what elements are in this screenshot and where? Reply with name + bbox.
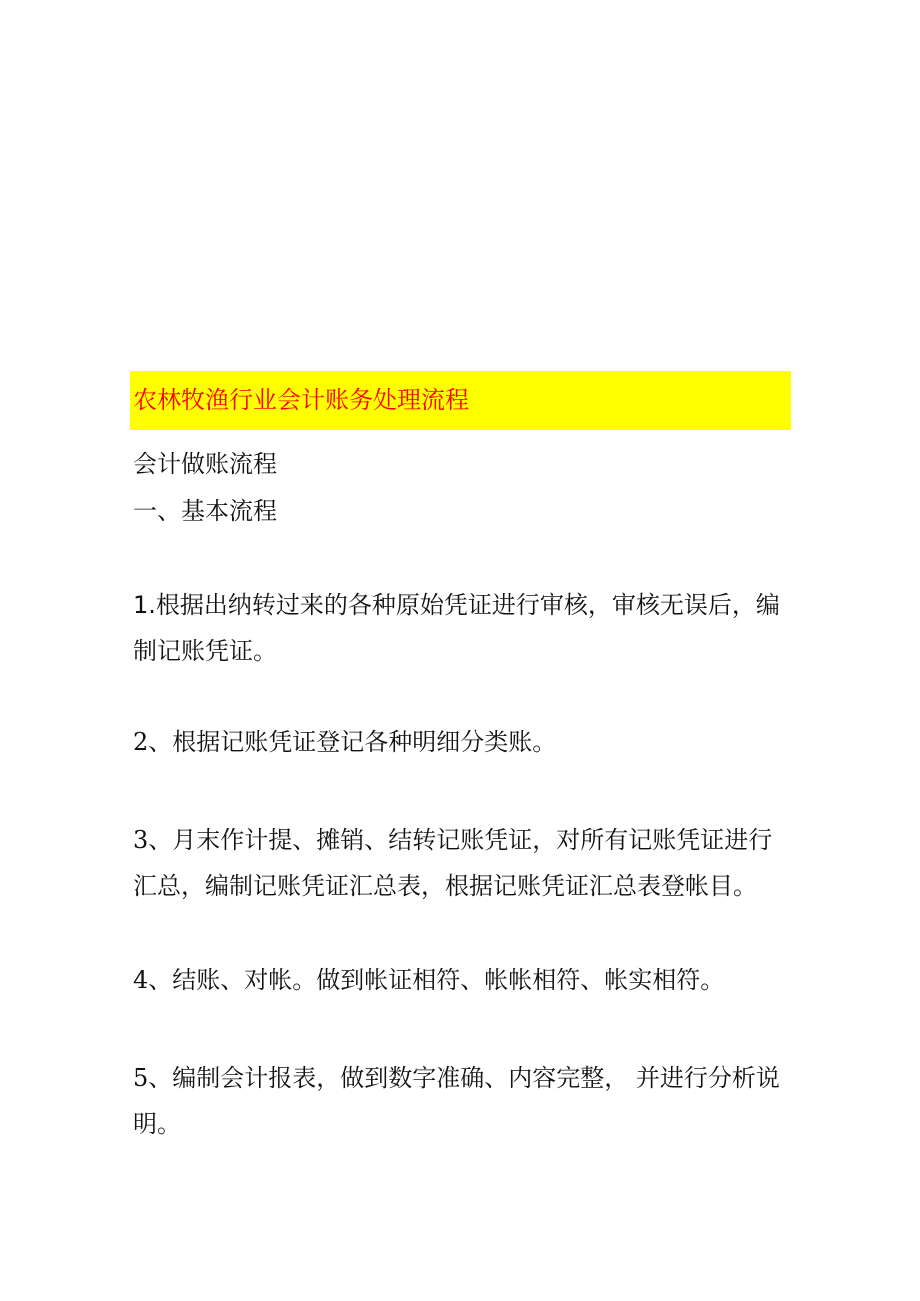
list-item-number: 4、 bbox=[133, 966, 173, 994]
list-item-4 bbox=[133, 957, 793, 1003]
list-item-number: 2、 bbox=[133, 728, 173, 756]
list-item-text: 根据记账凭证登记各种明细分类账。 bbox=[172, 728, 557, 756]
title-highlight-band bbox=[130, 371, 791, 430]
document-title: 农林牧渔行业会计账务处理流程 bbox=[133, 386, 469, 414]
list-item-number: 5、 bbox=[133, 1064, 173, 1092]
list-item-text: 编制会计报表，做到数字准确、内容完整， 并进行分析说明。 bbox=[133, 1064, 780, 1138]
list-item-text: 根据出纳转过来的各种原始凭证进行审核，审核无误后，编制记账凭证。 bbox=[133, 591, 780, 665]
list-item-3 bbox=[133, 817, 793, 909]
list-item-text: 结账、对帐。做到帐证相符、帐帐相符、帐实相符。 bbox=[172, 966, 725, 994]
document-subtitle: 会计做账流程 bbox=[133, 450, 277, 478]
section-heading: 一、基本流程 bbox=[133, 497, 277, 525]
list-item-5 bbox=[133, 1055, 793, 1147]
list-item-number: 3、 bbox=[133, 826, 173, 854]
list-item-1 bbox=[133, 582, 793, 674]
list-item-2 bbox=[133, 719, 793, 765]
list-item-number: 1. bbox=[133, 591, 156, 619]
list-item-text: 月末作计提、摊销、结转记账凭证，对所有记账凭证进行汇总，编制记账凭证汇总表，根据记账凭证汇总表登帐目。 bbox=[133, 826, 773, 900]
